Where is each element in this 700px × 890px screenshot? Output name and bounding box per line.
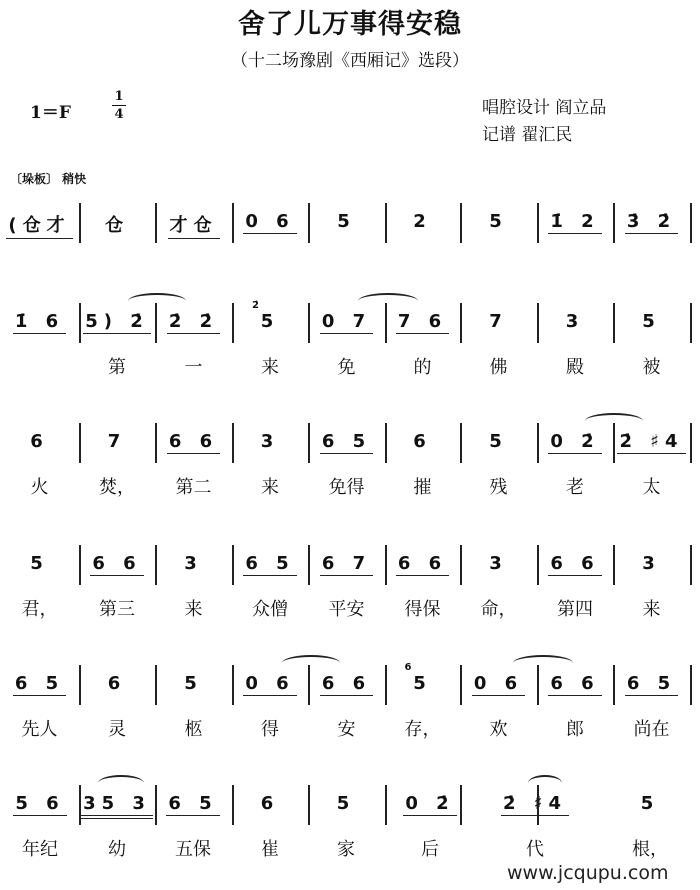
score-row — [0, 662, 700, 747]
lyric: 平安 — [328, 599, 365, 620]
measure-notes: 才仓 — [168, 211, 220, 239]
measure — [79, 673, 155, 703]
measure — [156, 553, 232, 583]
measure — [309, 211, 385, 241]
lyric: 尚在 — [633, 719, 670, 740]
measure — [79, 793, 155, 823]
lyric: 根， — [632, 839, 668, 860]
measure-notes: 7 — [107, 431, 127, 452]
lyric: 第四 — [557, 599, 593, 620]
measure — [309, 553, 385, 583]
lyric: 家 — [337, 839, 355, 860]
measure — [614, 673, 690, 703]
measure — [308, 793, 384, 823]
measure-notes: 2̇ ♯4 — [619, 431, 684, 452]
barline — [690, 423, 692, 463]
measure-notes: 0 2̇ — [405, 793, 455, 814]
lyric: 幼 — [108, 839, 126, 860]
measure — [232, 793, 308, 823]
measure — [614, 211, 690, 241]
lyric: 太 — [642, 477, 661, 498]
measure — [461, 673, 537, 703]
lyric: 摧 — [413, 477, 432, 498]
slur — [128, 293, 186, 309]
measure — [537, 311, 613, 341]
measure-notes: 5 — [337, 211, 356, 232]
measure-notes: 5 — [336, 793, 356, 814]
measure-notes: 2̇ 2̇ — [168, 311, 219, 332]
measure-notes: 5 — [489, 431, 508, 452]
measure — [385, 662, 461, 703]
lyric: 五保 — [175, 839, 211, 860]
barline — [690, 203, 692, 243]
measure — [2, 311, 78, 341]
measure — [309, 673, 385, 703]
lyric: 来 — [184, 599, 203, 620]
measure-notes: 5 — [489, 211, 508, 232]
lyric: 灵 — [108, 719, 126, 740]
grace-note: 2̇ — [252, 300, 259, 311]
slur — [358, 293, 418, 309]
measure-notes: 6 6 — [550, 553, 600, 574]
lyric: 火 — [30, 477, 49, 498]
measure-notes: 3 — [260, 431, 280, 452]
measure — [537, 431, 613, 461]
measure-notes: 3 — [642, 553, 661, 574]
measure-notes: 6 6 — [397, 553, 448, 574]
measure — [156, 431, 232, 461]
measure-notes: 5 — [413, 673, 432, 694]
measure — [155, 793, 231, 823]
barline — [385, 785, 387, 825]
lyric: 第二 — [175, 477, 212, 498]
measure-notes: 6 — [30, 431, 49, 452]
lyric: 崔 — [261, 839, 279, 860]
lyric: 代 — [526, 839, 544, 860]
measure-notes: 3 — [565, 311, 585, 332]
measure — [156, 211, 232, 241]
slur — [528, 775, 562, 791]
lyric: 残 — [489, 477, 508, 498]
measure-notes: 6 6 — [168, 431, 219, 452]
measure-notes: 3 — [489, 553, 508, 574]
measure — [2, 431, 78, 461]
lyric: 第 — [108, 357, 126, 378]
measure — [385, 553, 461, 583]
measure-notes: 5 — [640, 793, 660, 814]
score-row — [0, 425, 700, 505]
measure-notes: 3 — [184, 553, 203, 574]
measure — [614, 553, 690, 583]
measure — [612, 793, 688, 823]
measure-notes: (仓才 — [6, 211, 72, 239]
measure — [385, 311, 461, 341]
lyric: 年纪 — [22, 839, 58, 860]
measure-notes: 6 5 — [245, 553, 295, 574]
slur — [513, 655, 573, 671]
lyric: 先人 — [21, 719, 58, 740]
measure — [461, 553, 537, 583]
lyric: 的 — [413, 357, 432, 378]
barline — [690, 303, 692, 343]
measure-notes: 0 6 — [473, 673, 524, 694]
lyric: 得 — [261, 719, 279, 740]
measure — [2, 211, 78, 241]
measure — [614, 431, 690, 461]
measure-notes: 7 — [489, 311, 508, 332]
measure — [2, 793, 78, 823]
lyric: 柩 — [184, 719, 203, 740]
measure-notes: 2 — [413, 211, 432, 232]
measure-notes: 6 5 — [626, 673, 677, 694]
measure-notes: 35 3 — [81, 793, 153, 819]
measure — [156, 311, 232, 341]
lyric: 一 — [184, 357, 203, 378]
measure — [232, 431, 308, 461]
grace-note: 6 — [404, 662, 412, 673]
lyric: 来 — [261, 357, 279, 378]
measure-notes: 6 6 — [550, 673, 600, 694]
lyric: 存， — [404, 719, 441, 740]
lyric: 第三 — [99, 599, 135, 620]
measure — [461, 311, 537, 341]
lyric: 佛 — [489, 357, 508, 378]
slur — [585, 413, 643, 429]
time-signature-top: 1 — [114, 89, 124, 104]
barline — [690, 545, 692, 585]
key-signature: 1＝F — [30, 103, 71, 123]
measure — [2, 673, 78, 703]
lyric: 来 — [261, 477, 279, 498]
lyric: 君， — [21, 599, 58, 620]
title: 舍了儿万事得安稳 — [238, 9, 462, 40]
measure-notes: 5 — [30, 553, 49, 574]
measure — [232, 553, 308, 583]
score-row — [0, 300, 700, 385]
measure-notes: 5 — [184, 673, 203, 694]
measure-notes: 0 7 — [321, 311, 372, 332]
measure-notes: 5 — [260, 311, 280, 332]
measure-notes: 6 5 — [321, 431, 372, 452]
measure — [156, 673, 232, 703]
measure — [79, 211, 155, 241]
lyric: 殿 — [566, 357, 584, 378]
measure — [537, 553, 613, 583]
measure — [79, 311, 155, 341]
measure-notes: 6 6 — [92, 553, 142, 574]
measure — [232, 673, 308, 703]
measure — [309, 311, 385, 341]
measure — [79, 553, 155, 583]
measure — [461, 211, 537, 241]
measure — [232, 300, 308, 341]
lyric: 众僧 — [252, 599, 288, 620]
credit-composer: 唱腔设计 阎立品 — [482, 98, 607, 118]
measure-notes: 6 5 — [14, 673, 65, 694]
tempo-marking: 〔垛板〕 稍快 — [10, 172, 87, 186]
fraction-line — [112, 105, 126, 106]
measure — [392, 793, 468, 823]
measure-notes: 6 7 — [321, 553, 372, 574]
measure — [614, 311, 690, 341]
slur — [282, 655, 340, 671]
measure-notes: 5) 2̇ — [85, 311, 149, 332]
measure-notes: 仓 — [105, 215, 129, 236]
lyric: 安 — [337, 719, 356, 740]
slur — [98, 775, 144, 791]
measure-notes: 6 — [107, 673, 127, 694]
measure-notes: 0 6 — [245, 673, 295, 694]
measure-notes: 0 6 — [245, 211, 295, 232]
lyric: 老 — [566, 477, 584, 498]
measure — [309, 431, 385, 461]
measure — [537, 211, 613, 241]
measure-notes: 1̇ 2 — [550, 211, 600, 232]
score-row — [0, 787, 700, 867]
subtitle: （十二场豫剧《西厢记》选段） — [231, 51, 469, 71]
lyric: 后 — [421, 839, 439, 860]
measure-notes: 0 2̇ — [550, 431, 600, 452]
lyric: 免得 — [328, 477, 365, 498]
measure-notes: 6 6 — [321, 673, 372, 694]
score-row — [0, 205, 700, 285]
lyric: 得保 — [404, 599, 441, 620]
measure — [497, 793, 573, 823]
lyric: 被 — [642, 357, 661, 378]
measure-notes: 1̇ 6 — [14, 311, 65, 332]
lyric: 命， — [480, 599, 517, 620]
lyric: 郎 — [566, 719, 584, 740]
measure — [79, 431, 155, 461]
barline — [690, 665, 692, 705]
measure-notes: 3̇ 2̇ — [626, 211, 677, 232]
measure-notes: 6 — [413, 431, 432, 452]
lyric: 免 — [337, 357, 356, 378]
credits — [482, 95, 606, 149]
credit-transcriber: 记谱 翟汇民 — [482, 125, 573, 145]
watermark: www.jcqupu.com — [507, 862, 669, 884]
measure-notes: 6 — [260, 793, 280, 814]
measure — [232, 211, 308, 241]
lyric: 欢 — [489, 719, 508, 740]
measure-notes: 7 6 — [397, 311, 448, 332]
measure — [385, 211, 461, 241]
measure-notes: 6 5 — [168, 793, 218, 814]
measure — [2, 553, 78, 583]
score-row — [0, 547, 700, 627]
time-signature — [112, 89, 126, 122]
measure — [537, 673, 613, 703]
lyric: 来 — [642, 599, 661, 620]
measure-notes: 2̇ ♯4 — [502, 793, 568, 814]
time-signature-bottom: 4 — [114, 107, 124, 122]
measure-notes: 5 6 — [15, 793, 65, 814]
measure — [461, 431, 537, 461]
measure — [385, 431, 461, 461]
measure-notes: 5 — [642, 311, 661, 332]
lyric: 焚， — [99, 477, 135, 498]
